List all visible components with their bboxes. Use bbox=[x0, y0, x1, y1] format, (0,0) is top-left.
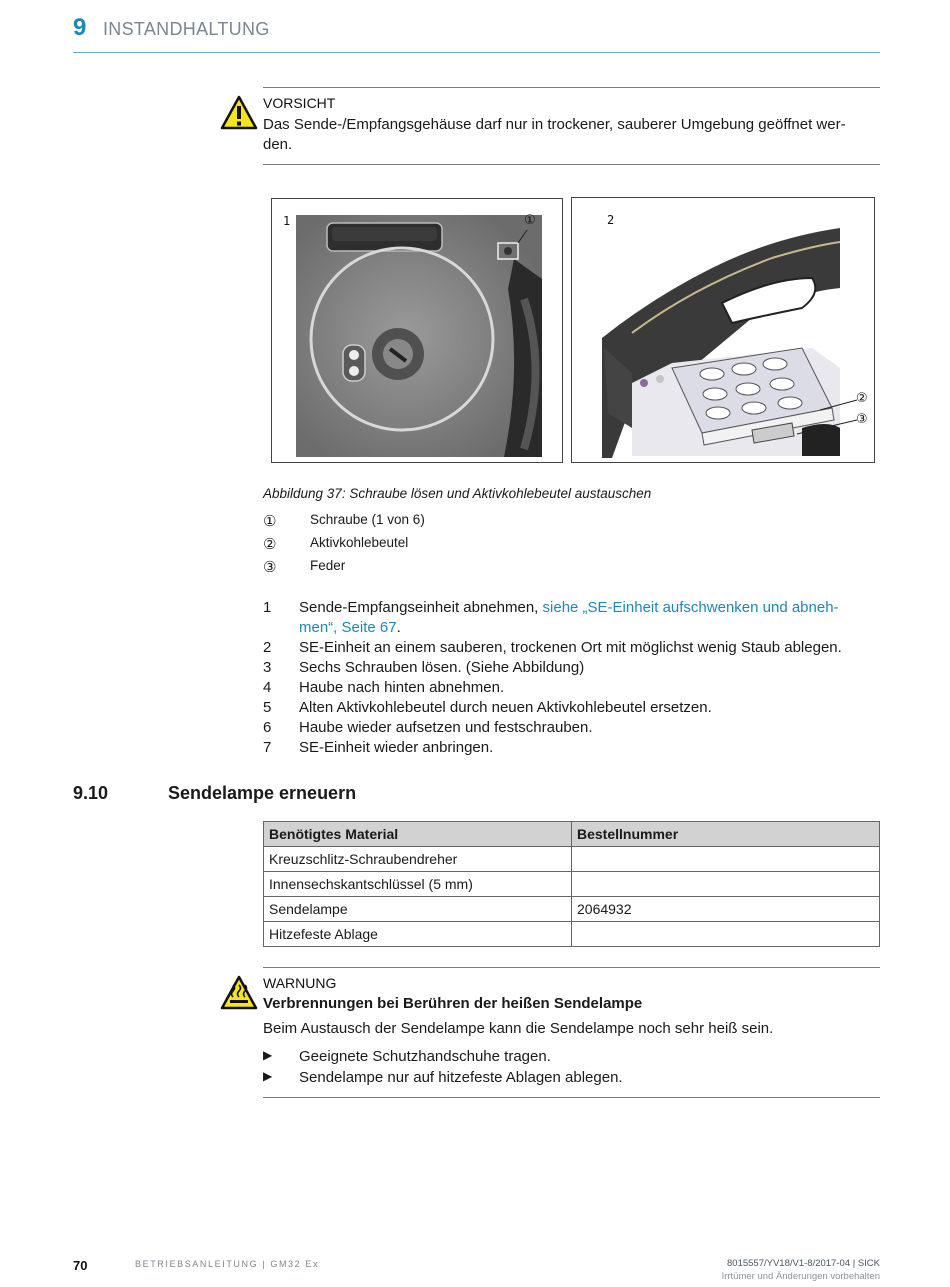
cross-reference-link-continued[interactable]: men“, Seite 67 bbox=[299, 619, 397, 636]
table-row bbox=[264, 922, 880, 947]
document-reference: 8015557/YV18/V1-8/2017-04 | SICK bbox=[727, 1258, 880, 1269]
caution-text-line1: Das Sende-/Empfangsgehäuse darf nur in trockener, sauberer Umgebung geöffnet wer- bbox=[263, 116, 846, 133]
section-number: 9.10 bbox=[73, 783, 109, 803]
disclaimer: Irrtümer und Änderungen vorbehalten bbox=[721, 1271, 880, 1282]
caution-title: VORSICHT bbox=[263, 95, 336, 111]
step-text: SE-Einheit an einem sauberen, trockenen Ort mit möglichst wenig Staub ablegen. bbox=[299, 639, 842, 656]
material-cell: Sendelampe bbox=[264, 897, 572, 922]
table-row bbox=[264, 872, 880, 897]
step-text: SE-Einheit wieder anbringen. bbox=[299, 739, 494, 756]
legend-marker: ③ bbox=[263, 558, 277, 576]
bullet-text: Geeignete Schutzhandschuhe tragen. bbox=[299, 1048, 551, 1065]
page-number: 70 bbox=[73, 1258, 88, 1273]
step-text: Sende-Empfangseinheit abnehmen, siehe „SE-Einheit aufschwenken und abneh- bbox=[299, 599, 839, 616]
callout-2: ② bbox=[856, 391, 868, 406]
column-header-material: Benötigtes Material bbox=[264, 822, 572, 847]
warning-subtitle: Verbrennungen bei Berühren der heißen Sendelampe bbox=[263, 995, 643, 1012]
order-number-cell: 2064932 bbox=[572, 897, 880, 922]
material-table bbox=[263, 821, 880, 947]
legend-marker: ② bbox=[263, 535, 277, 553]
figure-panel-1 bbox=[271, 198, 563, 463]
callout-3: ③ bbox=[856, 412, 868, 427]
column-header-order-number: Bestellnummer bbox=[572, 822, 880, 847]
table-row bbox=[264, 847, 880, 872]
warning-triangle-icon bbox=[220, 95, 258, 131]
screw-photo-illustration bbox=[272, 199, 562, 462]
order-number-cell bbox=[572, 922, 880, 947]
bullet-arrow-icon: ▶ bbox=[263, 1069, 273, 1083]
warning-title: WARNUNG bbox=[263, 975, 337, 991]
caution-top-rule bbox=[263, 87, 880, 88]
activated-carbon-bag-illustration bbox=[572, 198, 874, 462]
caution-bottom-rule bbox=[263, 164, 880, 165]
document-name: BETRIEBSANLEITUNG | GM32 Ex bbox=[135, 1259, 320, 1269]
material-cell: Kreuzschlitz-Schraubendreher bbox=[264, 847, 572, 872]
step-number: 2 bbox=[263, 639, 272, 656]
caution-text-line2: den. bbox=[263, 136, 293, 153]
header-divider bbox=[73, 52, 880, 53]
step-text: Haube wieder aufsetzen und festschrauben. bbox=[299, 719, 593, 736]
chapter-title: INSTANDHALTUNG bbox=[103, 19, 270, 39]
step-text: Alten Aktivkohlebeutel durch neuen Aktivkohlebeutel ersetzen. bbox=[299, 699, 712, 716]
bullet-arrow-icon: ▶ bbox=[263, 1048, 273, 1062]
legend-text: Aktivkohlebeutel bbox=[310, 535, 409, 550]
legend-text: Feder bbox=[310, 558, 346, 573]
figure-panel-2 bbox=[571, 197, 875, 463]
step-text: Haube nach hinten abnehmen. bbox=[299, 679, 505, 696]
bullet-text: Sendelampe nur auf hitzefeste Ablagen ablegen. bbox=[299, 1069, 623, 1086]
section-title: Sendelampe erneuern bbox=[168, 783, 357, 803]
callout-1: ① bbox=[524, 213, 536, 228]
step-number: 6 bbox=[263, 719, 272, 736]
cross-reference-link[interactable]: siehe „SE-Einheit aufschwenken und abneh- bbox=[542, 599, 839, 616]
warning-top-rule bbox=[263, 967, 880, 968]
step-number: 4 bbox=[263, 679, 272, 696]
warning-bottom-rule bbox=[263, 1097, 880, 1098]
order-number-cell bbox=[572, 847, 880, 872]
legend-marker: ① bbox=[263, 512, 277, 530]
step-number: 5 bbox=[263, 699, 272, 716]
hot-surface-warning-icon bbox=[220, 975, 258, 1011]
material-cell: Innensechskantschlüssel (5 mm) bbox=[264, 872, 572, 897]
table-header-row bbox=[264, 822, 880, 847]
order-number-cell bbox=[572, 872, 880, 897]
warning-text: Beim Austausch der Sendelampe kann die Sendelampe noch sehr heiß sein. bbox=[263, 1020, 774, 1037]
table-row bbox=[264, 897, 880, 922]
step-text: Sechs Schrauben lösen. (Siehe Abbildung) bbox=[299, 659, 585, 676]
panel-2-label: 2 bbox=[607, 213, 615, 227]
step-number: 3 bbox=[263, 659, 272, 676]
step-number: 1 bbox=[263, 599, 272, 616]
legend-text: Schraube (1 von 6) bbox=[310, 512, 425, 527]
step-number: 7 bbox=[263, 739, 272, 756]
material-cell: Hitzefeste Ablage bbox=[264, 922, 572, 947]
panel-1-label: 1 bbox=[283, 214, 291, 228]
figure-caption: Abbildung 37: Schraube lösen und Aktivkohlebeutel austauschen bbox=[263, 486, 652, 501]
chapter-number: 9 bbox=[73, 14, 87, 41]
